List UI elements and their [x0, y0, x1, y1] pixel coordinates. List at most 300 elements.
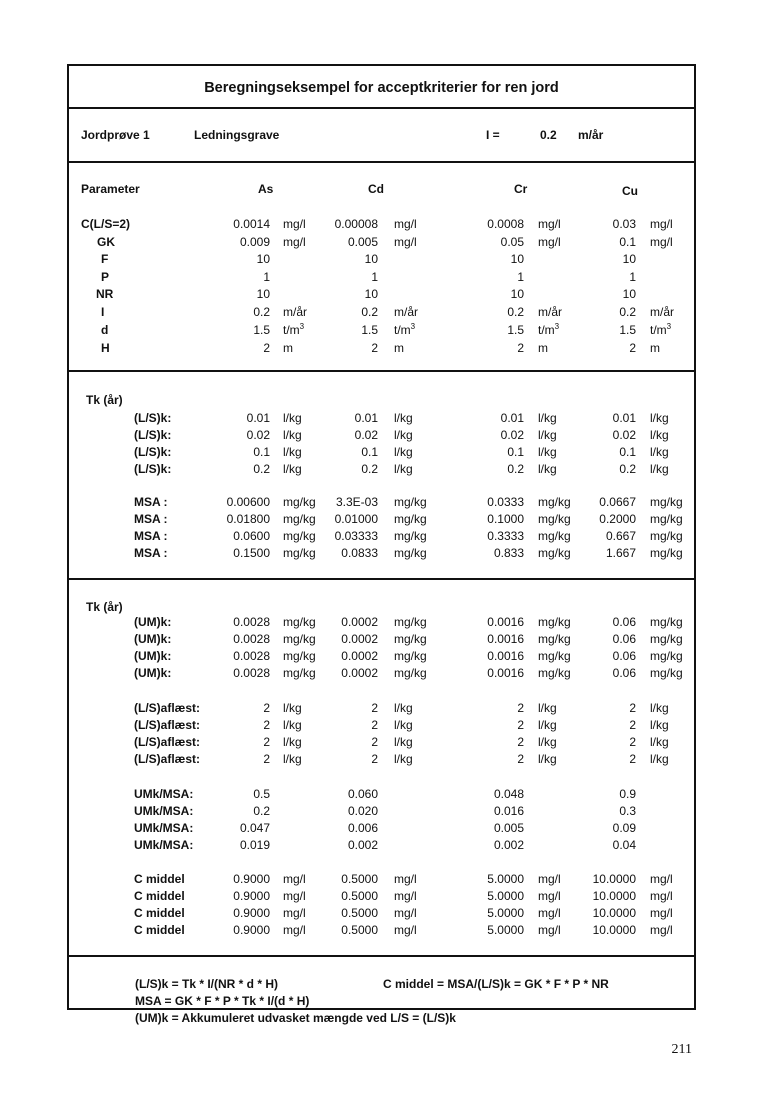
value-cu: 10: [622, 287, 636, 301]
value-cr: 1: [517, 270, 524, 284]
unit-cd: mg/l: [394, 235, 417, 249]
sample-label: Jordprøve 1: [81, 128, 150, 142]
unit-as: mg/kg: [283, 546, 316, 560]
row-name: (L/S)aflæst:: [134, 718, 200, 732]
tk-value: [0, 495, 106, 509]
value-cr: 0.016: [493, 804, 524, 818]
unit-cd: $t/m^3$: [394, 322, 416, 337]
value-cd: 0.5000: [341, 923, 378, 937]
value-cu: 10.0000: [592, 923, 636, 937]
infiltration-label: I =: [486, 128, 500, 142]
value-cu: 0.04: [612, 838, 636, 852]
unit-as: l/kg: [283, 445, 302, 459]
value-cd: 0.020: [347, 804, 378, 818]
param-label: F: [101, 252, 109, 266]
unit-cd: l/kg: [394, 718, 413, 732]
value-cr: 0.0016: [487, 615, 524, 629]
row-name: (UM)k:: [134, 615, 172, 629]
unit-cd: mg/l: [394, 217, 417, 231]
value-as: 2: [263, 341, 270, 355]
value-cd: 0.5000: [341, 872, 378, 886]
row-name: UMk/MSA:: [134, 804, 194, 818]
column-header-cr: Cr: [514, 182, 528, 196]
unit-cu: mg/kg: [650, 632, 683, 646]
value-cu: 0.06: [612, 632, 636, 646]
unit-cd: l/kg: [394, 462, 413, 476]
value-cu: 0.06: [612, 666, 636, 680]
value-as: 0.1500: [233, 546, 270, 560]
value-cr: 0.01: [500, 411, 524, 425]
unit-cr: l/kg: [538, 701, 557, 715]
value-cu: 0.06: [612, 615, 636, 629]
value-cr: 0.1: [507, 445, 524, 459]
tk-value: [0, 445, 106, 459]
row-name: (L/S)aflæst:: [134, 701, 200, 715]
value-cr: 0.002: [493, 838, 524, 852]
value-cu: 1: [629, 270, 636, 284]
tk-value: [0, 787, 106, 801]
row-name: (UM)k:: [134, 632, 172, 646]
infiltration-unit: m/år: [578, 128, 604, 142]
value-cr: 0.2: [507, 305, 524, 319]
sample-type: Ledningsgrave: [194, 128, 280, 142]
tk-value: [0, 804, 106, 818]
param-label: d: [101, 323, 109, 337]
value-cd: 0.2: [361, 305, 378, 319]
value-cr: 0.3333: [487, 529, 524, 543]
row-name: (UM)k:: [134, 649, 172, 663]
unit-cr: mg/kg: [538, 512, 571, 526]
unit-cd: mg/kg: [394, 649, 427, 663]
value-as: 0.0600: [233, 529, 270, 543]
value-cr: 0.1000: [487, 512, 524, 526]
value-as: 2: [263, 752, 270, 766]
value-cd: 0.01: [354, 411, 378, 425]
tk-value: [0, 821, 106, 835]
value-cu: 0.0667: [599, 495, 636, 509]
param-label: P: [101, 270, 110, 284]
unit-cr: m: [538, 341, 548, 355]
unit-as: mg/kg: [283, 666, 316, 680]
unit-cd: mg/l: [394, 889, 417, 903]
unit-cd: mg/kg: [394, 512, 427, 526]
tk-value: [0, 701, 106, 715]
value-cd: 0.0002: [341, 632, 378, 646]
unit-cr: $t/m^3$: [538, 322, 560, 337]
row-name: UMk/MSA:: [134, 821, 194, 835]
value-as: 0.2: [253, 462, 270, 476]
tk-value: [0, 615, 106, 629]
value-cd: 0.060: [347, 787, 378, 801]
unit-cu: l/kg: [650, 752, 669, 766]
unit-cr: mg/l: [538, 889, 561, 903]
row-name: (L/S)k:: [134, 462, 172, 476]
tk-value: [0, 666, 106, 680]
unit-cu: l/kg: [650, 428, 669, 442]
value-as: 0.9000: [233, 889, 270, 903]
column-header-as: As: [258, 182, 274, 196]
value-cd: 0.0833: [341, 546, 378, 560]
value-cu: 0.3: [619, 804, 636, 818]
value-as: 0.0028: [233, 666, 270, 680]
value-cd: 2: [371, 752, 378, 766]
unit-cr: mg/kg: [538, 615, 571, 629]
unit-cr: mg/kg: [538, 632, 571, 646]
page-title: Beregningseksempel for acceptkriterier for ren jord: [204, 80, 559, 96]
value-as: 0.01: [246, 411, 270, 425]
unit-cu: mg/kg: [650, 615, 683, 629]
formula-um: (UM)k = Akkumuleret udvasket mængde ved L/S = (L/S)k: [135, 1011, 456, 1025]
value-cd: 0.1: [361, 445, 378, 459]
value-as: 0.2: [253, 804, 270, 818]
value-as: 10: [256, 252, 270, 266]
unit-cu: l/kg: [650, 462, 669, 476]
value-as: 0.1: [253, 445, 270, 459]
row-name: C middel: [134, 872, 185, 886]
unit-cr: l/kg: [538, 445, 557, 459]
unit-cd: mg/kg: [394, 632, 427, 646]
unit-as: mg/l: [283, 906, 306, 920]
value-cr: 0.0016: [487, 649, 524, 663]
tk-value: [0, 906, 106, 920]
unit-as: l/kg: [283, 735, 302, 749]
param-label: H: [101, 341, 110, 355]
unit-cu: mg/l: [650, 235, 673, 249]
value-cu: 0.01: [612, 411, 636, 425]
value-cr: 2: [517, 341, 524, 355]
row-name: C middel: [134, 889, 185, 903]
tk-value: [0, 872, 106, 886]
unit-as: mg/kg: [283, 495, 316, 509]
unit-cr: l/kg: [538, 462, 557, 476]
value-cu: 0.667: [605, 529, 636, 543]
value-cd: 0.5000: [341, 906, 378, 920]
value-cu: 2: [629, 735, 636, 749]
value-cu: 0.09: [612, 821, 636, 835]
unit-as: mg/l: [283, 872, 306, 886]
value-cu: 0.03: [612, 217, 636, 231]
unit-cd: l/kg: [394, 411, 413, 425]
value-cd: 0.002: [347, 838, 378, 852]
unit-cr: mg/l: [538, 235, 561, 249]
value-cd: 3.3E-03: [335, 495, 378, 509]
unit-cu: mg/l: [650, 872, 673, 886]
divider-formulas: [67, 955, 696, 957]
value-as: 0.019: [239, 838, 270, 852]
unit-cd: mg/kg: [394, 666, 427, 680]
row-name: (L/S)k:: [134, 411, 172, 425]
unit-as: m: [283, 341, 293, 355]
value-cd: 0.01000: [334, 512, 378, 526]
value-cr: 0.0016: [487, 632, 524, 646]
unit-cu: $t/m^3$: [650, 322, 672, 337]
unit-cr: l/kg: [538, 752, 557, 766]
tk-value: [0, 428, 106, 442]
unit-cd: mg/l: [394, 906, 417, 920]
value-cd: 0.00008: [334, 217, 378, 231]
value-as: 0.009: [239, 235, 270, 249]
tk-value: [0, 411, 106, 425]
unit-cu: l/kg: [650, 735, 669, 749]
value-as: 0.9000: [233, 923, 270, 937]
unit-cu: l/kg: [650, 445, 669, 459]
unit-as: l/kg: [283, 718, 302, 732]
unit-as: $t/m^3$: [283, 322, 305, 337]
unit-cr: l/kg: [538, 411, 557, 425]
divider-title: [67, 107, 696, 109]
value-cd: 0.0002: [341, 615, 378, 629]
unit-as: mg/kg: [283, 615, 316, 629]
value-as: 2: [263, 735, 270, 749]
column-header-cd: Cd: [368, 182, 384, 196]
value-as: 0.9000: [233, 906, 270, 920]
row-name: C middel: [134, 906, 185, 920]
value-cu: 10: [622, 252, 636, 266]
unit-cd: l/kg: [394, 735, 413, 749]
value-cu: 0.1: [619, 445, 636, 459]
row-name: (L/S)k:: [134, 445, 172, 459]
unit-cd: mg/kg: [394, 615, 427, 629]
column-header-parameter: Parameter: [81, 182, 140, 196]
tk-value: [0, 889, 106, 903]
value-cd: 0.03333: [334, 529, 378, 543]
unit-as: mg/l: [283, 217, 306, 231]
value-cd: 1.5: [361, 323, 378, 337]
value-cu: 0.9: [619, 787, 636, 801]
value-cr: 0.0016: [487, 666, 524, 680]
unit-as: mg/kg: [283, 529, 316, 543]
value-cu: 2: [629, 701, 636, 715]
unit-cd: mg/l: [394, 923, 417, 937]
unit-as: m/år: [283, 305, 307, 319]
tk-value: [0, 735, 106, 749]
value-cr: 2: [517, 752, 524, 766]
unit-cr: m/år: [538, 305, 562, 319]
value-cd: 0.005: [347, 235, 378, 249]
unit-cd: l/kg: [394, 445, 413, 459]
page-number: 211: [671, 1042, 692, 1057]
row-name: (L/S)aflæst:: [134, 752, 200, 766]
row-name: (L/S)aflæst:: [134, 735, 200, 749]
formula-cmiddel: C middel = MSA/(L/S)k = GK * F * P * NR: [383, 977, 609, 991]
unit-cu: mg/kg: [650, 529, 683, 543]
value-as: 0.00600: [226, 495, 270, 509]
unit-cr: mg/l: [538, 923, 561, 937]
value-cu: 1.5: [619, 323, 636, 337]
value-cu: 10.0000: [592, 906, 636, 920]
unit-as: l/kg: [283, 428, 302, 442]
unit-cr: l/kg: [538, 718, 557, 732]
formula-ls: (L/S)k = Tk * I/(NR * d * H): [135, 977, 279, 991]
unit-cd: mg/kg: [394, 529, 427, 543]
unit-cd: m: [394, 341, 404, 355]
value-cu: 0.02: [612, 428, 636, 442]
value-as: 0.0028: [233, 649, 270, 663]
value-cr: 2: [517, 735, 524, 749]
unit-cr: mg/kg: [538, 649, 571, 663]
value-cd: 2: [371, 735, 378, 749]
value-cr: 0.048: [493, 787, 524, 801]
tk-value: [0, 462, 106, 476]
value-as: 1.5: [253, 323, 270, 337]
value-cu: 2: [629, 341, 636, 355]
unit-cu: mg/kg: [650, 649, 683, 663]
value-cr: 0.0008: [487, 217, 524, 231]
value-cu: 0.1: [619, 235, 636, 249]
unit-cr: mg/kg: [538, 529, 571, 543]
value-cu: 10.0000: [592, 872, 636, 886]
value-cd: 2: [371, 701, 378, 715]
value-cr: 5.0000: [487, 906, 524, 920]
value-cd: 0.0002: [341, 649, 378, 663]
divider-sample: [67, 161, 696, 163]
value-cu: 0.2: [619, 462, 636, 476]
row-name: (UM)k:: [134, 666, 172, 680]
divider-params: [67, 370, 696, 372]
unit-cr: mg/kg: [538, 495, 571, 509]
value-cu: 0.2000: [599, 512, 636, 526]
param-label: I: [101, 305, 105, 319]
unit-cu: m: [650, 341, 660, 355]
unit-cu: mg/kg: [650, 512, 683, 526]
value-as: 0.047: [239, 821, 270, 835]
param-label: C(L/S=2): [81, 217, 131, 231]
unit-cu: mg/l: [650, 906, 673, 920]
unit-cd: l/kg: [394, 752, 413, 766]
unit-as: l/kg: [283, 462, 302, 476]
unit-as: l/kg: [283, 701, 302, 715]
value-cr: 10: [510, 252, 524, 266]
tk-value: [0, 718, 106, 732]
tk-value: [0, 632, 106, 646]
value-cd: 0.0002: [341, 666, 378, 680]
tk-value: [0, 529, 106, 543]
value-cd: 0.006: [347, 821, 378, 835]
unit-as: mg/kg: [283, 512, 316, 526]
value-cr: 0.02: [500, 428, 524, 442]
value-as: 0.0028: [233, 632, 270, 646]
value-as: 0.5: [253, 787, 270, 801]
tk-value: [0, 649, 106, 663]
unit-cu: mg/l: [650, 923, 673, 937]
value-as: 0.0014: [233, 217, 270, 231]
value-cd: 0.2: [361, 462, 378, 476]
unit-as: mg/l: [283, 235, 306, 249]
value-cr: 2: [517, 718, 524, 732]
value-as: 0.0028: [233, 615, 270, 629]
value-cu: 0.06: [612, 649, 636, 663]
value-cr: 0.005: [493, 821, 524, 835]
row-name: MSA :: [134, 495, 168, 509]
value-cu: 1.667: [605, 546, 636, 560]
unit-cu: l/kg: [650, 701, 669, 715]
value-as: 0.2: [253, 305, 270, 319]
row-name: C middel: [134, 923, 185, 937]
value-as: 0.02: [246, 428, 270, 442]
value-cu: 2: [629, 718, 636, 732]
value-cr: 2: [517, 701, 524, 715]
unit-cd: mg/kg: [394, 546, 427, 560]
value-cu: 10.0000: [592, 889, 636, 903]
value-cr: 0.05: [500, 235, 524, 249]
value-as: 2: [263, 718, 270, 732]
value-cu: 0.2: [619, 305, 636, 319]
value-cd: 10: [364, 287, 378, 301]
unit-as: mg/kg: [283, 649, 316, 663]
unit-cr: mg/l: [538, 217, 561, 231]
value-cu: 2: [629, 752, 636, 766]
unit-cu: mg/kg: [650, 666, 683, 680]
column-header-cu: Cu: [622, 184, 638, 198]
unit-as: l/kg: [283, 752, 302, 766]
value-cr: 0.0333: [487, 495, 524, 509]
value-as: 0.9000: [233, 872, 270, 886]
unit-cu: l/kg: [650, 411, 669, 425]
unit-cr: mg/kg: [538, 546, 571, 560]
unit-cd: l/kg: [394, 428, 413, 442]
value-cd: 0.02: [354, 428, 378, 442]
value-cd: 2: [371, 718, 378, 732]
tk-value: [0, 752, 106, 766]
tk-value: [0, 838, 106, 852]
row-name: MSA :: [134, 529, 168, 543]
divider-msa: [67, 578, 696, 580]
tk-value: [0, 512, 106, 526]
unit-as: mg/kg: [283, 632, 316, 646]
value-cr: 1.5: [507, 323, 524, 337]
unit-cd: mg/kg: [394, 495, 427, 509]
infiltration-value: 0.2: [540, 128, 557, 142]
value-cd: 2: [371, 341, 378, 355]
row-name: (L/S)k:: [134, 428, 172, 442]
tk-value: [0, 546, 106, 560]
value-cr: 0.2: [507, 462, 524, 476]
unit-cu: l/kg: [650, 718, 669, 732]
value-cr: 10: [510, 287, 524, 301]
value-as: 10: [256, 287, 270, 301]
value-cr: 5.0000: [487, 889, 524, 903]
tk-label: Tk (år): [86, 600, 123, 614]
value-as: 0.01800: [226, 512, 270, 526]
value-as: 1: [263, 270, 270, 284]
value-cr: 5.0000: [487, 872, 524, 886]
tk-value: [0, 923, 106, 937]
unit-cu: m/år: [650, 305, 674, 319]
unit-cr: l/kg: [538, 428, 557, 442]
unit-cr: mg/l: [538, 872, 561, 886]
param-label: NR: [96, 287, 114, 301]
param-label: GK: [97, 235, 115, 249]
value-cd: 10: [364, 252, 378, 266]
unit-as: l/kg: [283, 411, 302, 425]
formula-msa: MSA = GK * F * P * Tk * I/(d * H): [135, 994, 310, 1008]
unit-cr: l/kg: [538, 735, 557, 749]
unit-as: mg/l: [283, 889, 306, 903]
row-name: UMk/MSA:: [134, 838, 194, 852]
value-cd: 1: [371, 270, 378, 284]
value-cd: 0.5000: [341, 889, 378, 903]
unit-cu: mg/kg: [650, 495, 683, 509]
value-cr: 0.833: [493, 546, 524, 560]
value-cr: 5.0000: [487, 923, 524, 937]
unit-cu: mg/l: [650, 217, 673, 231]
unit-cr: mg/l: [538, 906, 561, 920]
unit-cd: m/år: [394, 305, 418, 319]
unit-cu: mg/l: [650, 889, 673, 903]
tk-label: Tk (år): [86, 393, 123, 407]
row-name: MSA :: [134, 512, 168, 526]
value-as: 2: [263, 701, 270, 715]
